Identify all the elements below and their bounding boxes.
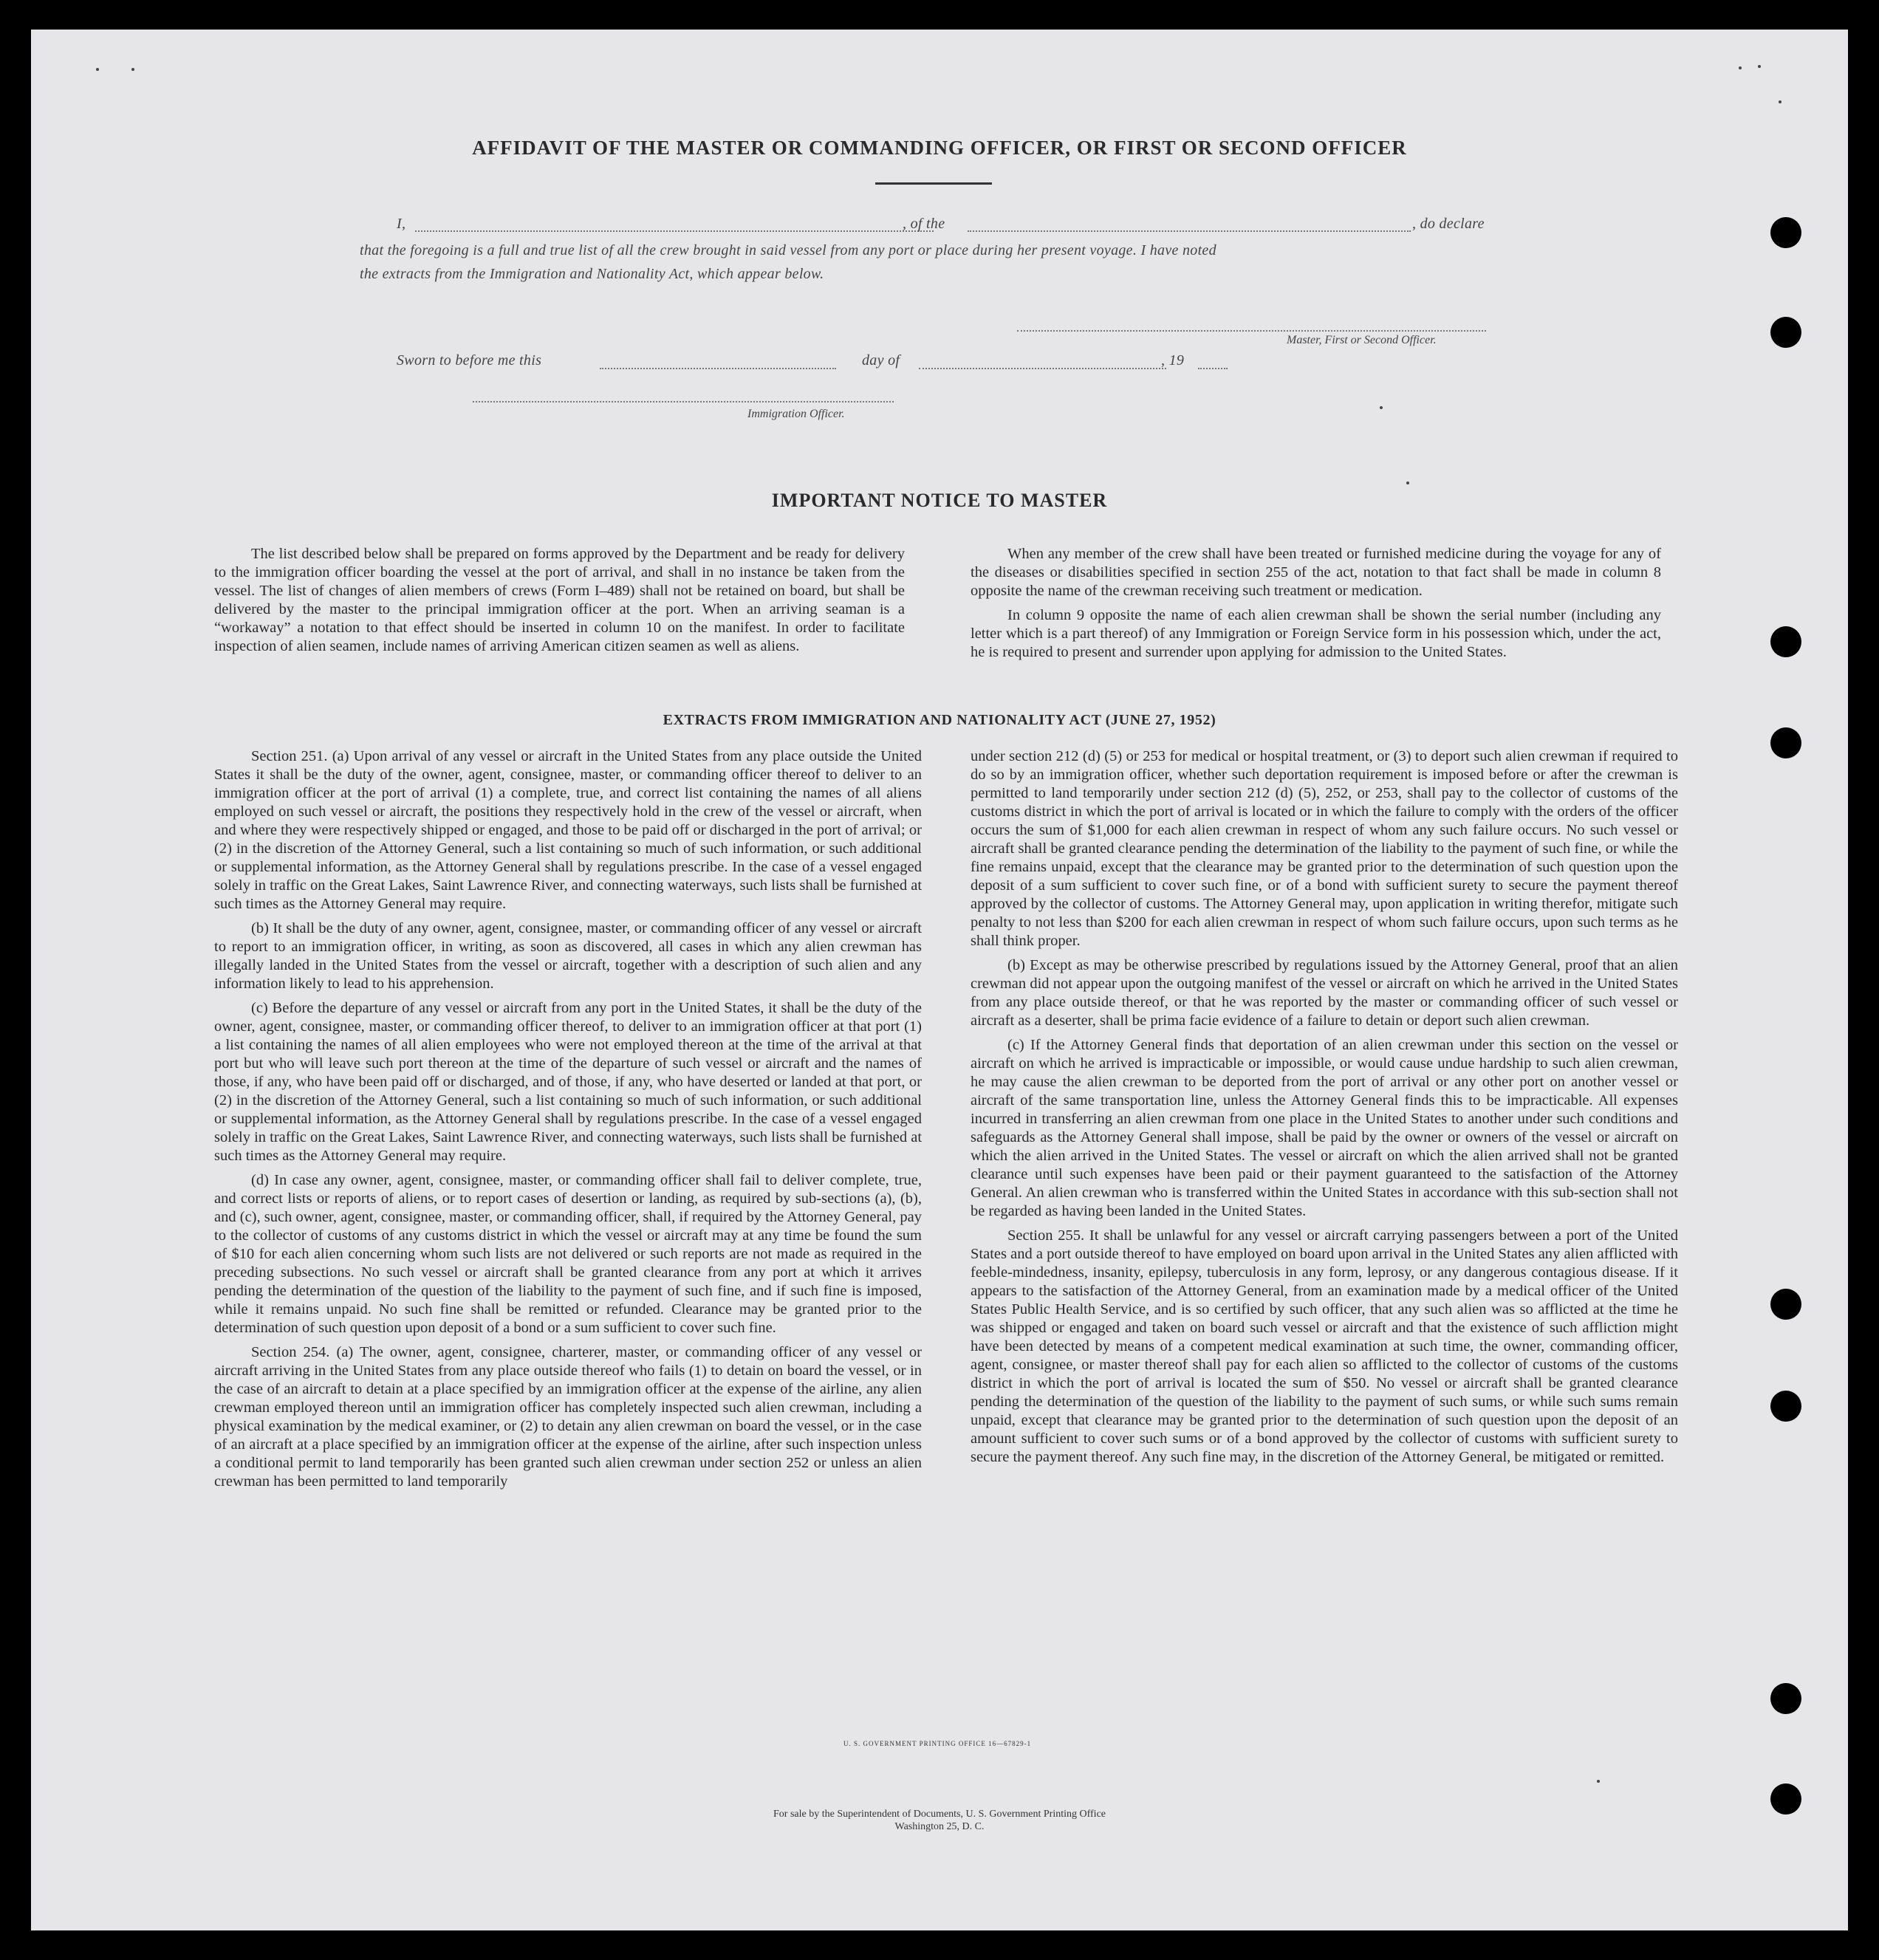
binder-hole bbox=[1770, 217, 1801, 248]
officer-signature-line bbox=[473, 401, 894, 402]
affidavit-line2: that the foregoing is a full and true list of all the crew brought in said vessel from any port or place during her present voyage. I have noted bbox=[360, 242, 1216, 258]
section-254-a: Section 254. (a) The owner, agent, consignee, charterer, master, or commanding officer of any vessel or aircraft arriving in the United States from any place outside thereof who fails (1) to detain on board the vessel, or in the case of an aircraft to detain at a place specified by an immigration officer at the expense of the airline, any alien crewman employed thereon until an immigration officer has completely inspected such alien crewman, including a physical examination by the medical examiner, or (2) to detain any alien crewman on board the vessel, or in the case of an aircraft at a place specified by an immigration officer at the expense of the airline, after such inspection unless a conditional permit to land temporarily has been granted such alien crewman under section 252 or unless an alien crewman has been permitted to land temporarily bbox=[214, 1344, 922, 1490]
section-251-b: (b) It shall be the duty of any owner, agent, consignee, master, or commanding officer of any vessel or aircraft to report to an immigration officer, in writing, as soon as discovered, all cases in which any alien crewman has illegally landed in the United States from the vessel or aircraft, together with a description of such alien and any information likely to lead to his apprehension. bbox=[214, 920, 922, 992]
speck bbox=[96, 68, 99, 71]
speck bbox=[131, 68, 134, 71]
speck bbox=[1406, 482, 1409, 484]
day-of-label: day of bbox=[862, 352, 900, 369]
notice-right-paragraph: In column 9 opposite the name of each alien crewman shall be shown the serial number (including any letter which is a part thereof) of any Immigration or Foreign Service form in his possession which, under the act, he is required to present and surrender upon applying for admission to the United States. bbox=[971, 607, 1661, 660]
footer bbox=[31, 1808, 1848, 1833]
year-blank bbox=[1198, 368, 1228, 369]
speck bbox=[1597, 1780, 1600, 1783]
affidavit-line3: the extracts from the Immigration and Nationality Act, which appear below. bbox=[360, 266, 824, 282]
speck bbox=[1380, 406, 1383, 409]
section-251-d: (d) In case any owner, agent, consignee, master, or commanding officer shall fail to deliver complete, true, and correct lists or reports of aliens, or to report cases of desertion or landing, as required by sub-sections (a), (b), and (c), such owner, agent, consignee, master, or commanding officer, shall, if required by the Attorney General, pay to the collector of customs of any customs district in which the vessel or aircraft may at any time be found the sum of $10 for each alien concerning whom such lists are not delivered or such reports are not made as required in the preceding subsections. No such vessel or aircraft shall be granted clearance from any port at which it arrives pending the determination of the question of the liability to the payment of such fine, and if such fine is imposed, while it remains unpaid. No such fine shall be remitted or refunded. Clearance may be granted prior to the determination of such question upon deposit of a bond or a sum sufficient to cover such fine. bbox=[214, 1172, 922, 1336]
speck bbox=[1739, 66, 1742, 69]
extracts-right-column bbox=[971, 747, 1678, 1473]
section-254-b: (b) Except as may be otherwise prescribed by regulations issued by the Attorney General, proof that an alien crewman did not appear upon the outgoing manifest of the vessel or aircraft on which he arrived in the United States from any place outside thereof, or that he was reported by the master or commanding officer of such vessel or aircraft as a deserter, shall be prima facie evidence of a failure to detain or deport such alien crewman. bbox=[971, 957, 1678, 1029]
notice-left-paragraph: The list described below shall be prepared on forms approved by the Department and be ready for delivery to the immigration officer boarding the vessel at the port of arrival, and shall in no instance be taken from the vessel. The list of changes of alien members of crews (Form I–489) shall not be retained on board, but shall be delivered by the master to the principal immigration officer at the port. When an arriving seaman is a “workaway” a notation to that effect should be inserted in column 10 on the manifest. In order to facilitate inspection of alien seamen, include names of arriving American citizen seamen as well as aliens. bbox=[214, 546, 905, 654]
title-divider bbox=[875, 182, 992, 185]
binder-hole bbox=[1770, 1683, 1801, 1714]
master-signature-line bbox=[1017, 330, 1486, 332]
affidavit-line1-end: , do declare bbox=[1412, 216, 1485, 232]
month-blank bbox=[919, 368, 1166, 369]
footer-line2: Washington 25, D. C. bbox=[894, 1821, 985, 1832]
section-254-c: (c) If the Attorney General finds that deportation of an alien crewman under this section on the vessel or aircraft on which he arrived is impracticable or impossible, or would cause undue hardship to such alien crewman, he may cause the alien crewman to be deported from the port of arrival or any other port on another vessel or aircraft of the same transportation line, unless the Attorney General finds this to be impracticable. All expenses incurred in transferring an alien crewman from one place in the United States to another under such conditions and safeguards as the Attorney General shall impose, shall be paid by the owner or owners of the vessel or aircraft on which the alien arrived in the United States. The vessel or aircraft on which the alien arrived shall not be granted clearance until such expenses have been paid or their payment guaranteed to the satisfaction of the Attorney General. An alien crewman who is transferred within the United States in accordance with this sub-section shall not be regarded as having been landed in the United States. bbox=[971, 1037, 1678, 1219]
extracts-title: EXTRACTS FROM IMMIGRATION AND NATIONALITY ACT (JUNE 27, 1952) bbox=[663, 712, 1216, 728]
binder-hole bbox=[1770, 1391, 1801, 1422]
binder-hole bbox=[1770, 1783, 1801, 1815]
document-page bbox=[31, 30, 1848, 1930]
affidavit-line1-of: , of the bbox=[903, 216, 945, 232]
vessel-blank bbox=[968, 230, 1411, 232]
notice-right-column bbox=[971, 545, 1661, 668]
binder-hole bbox=[1770, 317, 1801, 348]
officer-caption: Immigration Officer. bbox=[747, 408, 845, 420]
year-label: , 19 bbox=[1161, 352, 1185, 369]
footer-line1: For sale by the Superintendent of Documents, U. S. Government Printing Office bbox=[773, 1809, 1106, 1820]
name-blank bbox=[415, 230, 934, 232]
binder-hole bbox=[1770, 727, 1801, 758]
section-254-a-continued: under section 212 (d) (5) or 253 for medical or hospital treatment, or (3) to deport such alien crewman if required to do so by an immigration officer, whether such deportation requirement is imposed before or after the crewman is permitted to land temporarily under section 212 (d) (5), 252, or 253, shall pay to the collector of customs of the customs district in which the port of arrival is located or in which the failure to comply with the orders of the officer occurs the sum of $1,000 for each alien crewman in respect of whom any such failure occurs. No such vessel or aircraft shall be granted clearance pending the determination of the liability to the payment of such fine, or while the fine remains unpaid, except that the clearance may be granted prior to the determination of such question upon the deposit of a sum sufficient to cover such fine, or of a bond with sufficient surety to secure the payment thereof approved by the collector of customs. The Attorney General may, upon application in writing therefor, mitigate such penalty to not less than $200 for each alien crewman in respect of whom such failure occurs, upon such terms as he shall think proper. bbox=[971, 748, 1678, 949]
master-caption: Master, First or Second Officer. bbox=[1287, 334, 1437, 346]
affidavit-title: AFFIDAVIT OF THE MASTER OR COMMANDING OFFICER, OR FIRST OR SECOND OFFICER bbox=[472, 137, 1407, 159]
notice-title: IMPORTANT NOTICE TO MASTER bbox=[771, 490, 1108, 511]
affidavit-line1-start: I, bbox=[397, 216, 406, 232]
speck bbox=[1779, 100, 1782, 103]
notice-right-paragraph: When any member of the crew shall have been treated or furnished medicine during the voyage for any of the diseases or disabilities specified in section 255 of the act, notation to that fact shall be made in column 8 opposite the name of the crewman receiving such treatment or medication. bbox=[971, 546, 1661, 599]
printer-line: U. S. GOVERNMENT PRINTING OFFICE 16—67829-1 bbox=[843, 1740, 1032, 1747]
section-251-a: Section 251. (a) Upon arrival of any vessel or aircraft in the United States from any place outside the United States it shall be the duty of the owner, agent, consignee, master, or commanding officer thereof to deliver to an immigration officer at the port of arrival (1) a complete, true, and correct list containing the names of all aliens employed on such vessel or aircraft, the positions they respectively hold in the crew of the vessel or aircraft, when and where they were respectively shipped or engaged, and those to be paid off or discharged in the port of arrival; or (2) in the discretion of the Attorney General, such a list containing so much of such information, or such additional or supplemental information, as the Attorney General shall by regulations prescribe. In the case of a vessel engaged solely in traffic on the Great Lakes, Saint Lawrence River, and connecting waterways, such lists shall be furnished at such times as the Attorney General may require. bbox=[214, 748, 923, 912]
speck bbox=[1758, 65, 1761, 68]
notice-left-column bbox=[214, 545, 905, 662]
binder-hole bbox=[1770, 626, 1801, 657]
day-blank bbox=[600, 368, 836, 369]
extracts-left-column bbox=[214, 747, 922, 1497]
section-251-c: (c) Before the departure of any vessel or aircraft from any port in the United States, it shall be the duty of the owner, agent, consignee, master, or commanding officer thereof, to deliver to an immigration officer at that port (1) a list containing the names of all alien employees who were not employed thereon at the time of the arrival at that port but who will leave such port thereon at the time of the departure of such vessel or aircraft and the names of those, if any, who have been paid off or discharged, and of those, if any, who have deserted or landed at that port, or (2) in the discretion of the Attorney General, such a list containing so much of such information, or such additional or supplemental information, as the Attorney General shall by regulations prescribe. In the case of a vessel engaged solely in traffic on the Great Lakes, Saint Lawrence River, and connecting waterways, such lists shall be furnished at such times as the Attorney General may require. bbox=[214, 1000, 923, 1164]
section-255: Section 255. It shall be unlawful for any vessel or aircraft carrying passengers between a port of the United States and a port outside thereof to have employed on board upon arrival in the United States any alien afflicted with feeble-mindedness, insanity, epilepsy, tuberculosis in any form, leprosy, or any dangerous contagious disease. If it appears to the satisfaction of the Attorney General, from an examination made by a medical officer of the United States Public Health Service, and is so certified by such officer, that any such alien was so afflicted at the time he was shipped or engaged and taken on board such vessel or aircraft and that the existence of such affliction might have been detected by means of a competent medical examination at such time, the owner, commanding officer, agent, consignee, or master thereof shall pay for each alien so afflicted to the collector of customs of the customs district in which the port of arrival is located the sum of $50. No vessel or aircraft shall be granted clearance pending the determination of the question of the liability to the payment of such sums, or while such sums remain unpaid, except that clearance may be granted prior to the determination of such question upon the deposit of an amount sufficient to cover such sums or of a bond approved by the collector of customs with sufficient surety to secure the payment thereof. Any such fine may, in the discretion of the Attorney General, be mitigated or remitted. bbox=[971, 1227, 1678, 1465]
binder-hole bbox=[1770, 1289, 1801, 1320]
sworn-label: Sworn to before me this bbox=[397, 352, 542, 369]
